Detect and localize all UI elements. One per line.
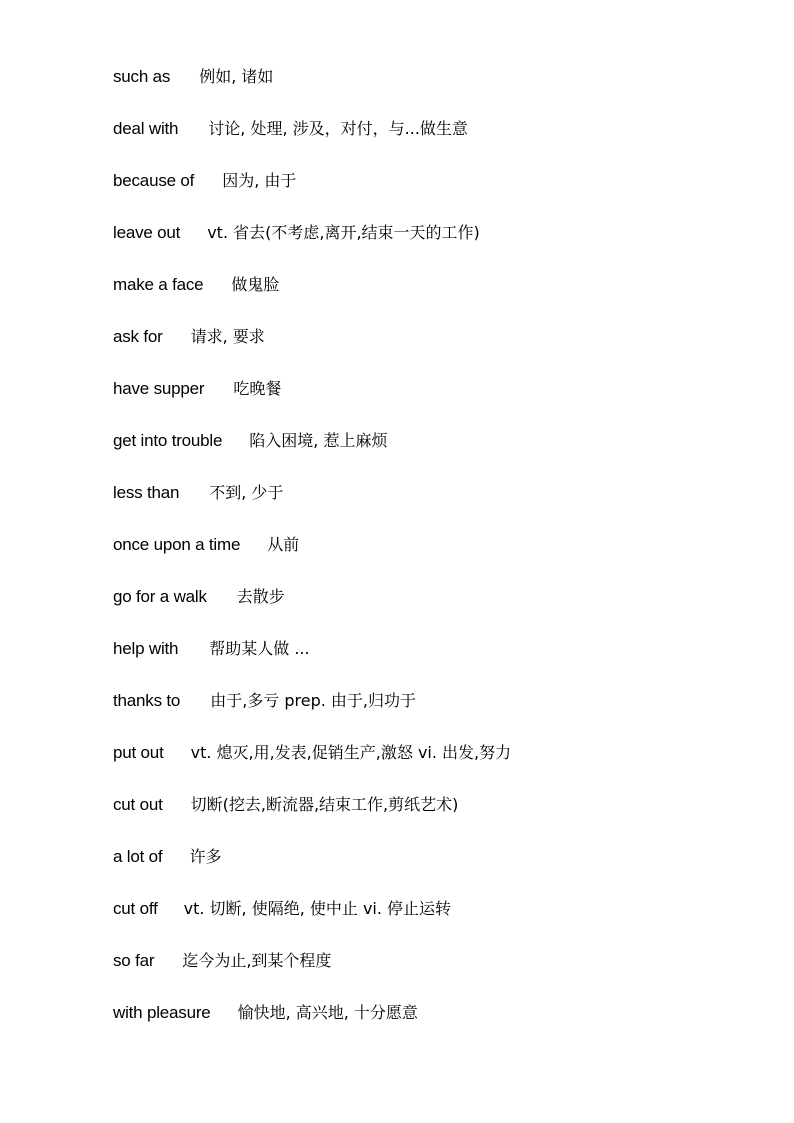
list-item <box>113 688 753 740</box>
list-item <box>113 896 753 948</box>
list-item <box>113 220 753 272</box>
phrase-text: get into trouble <box>113 431 223 450</box>
meaning-text: 陷入困境, 惹上麻烦 <box>249 431 388 450</box>
list-item <box>113 116 753 168</box>
meaning-text: 吃晚餐 <box>233 379 282 398</box>
list-item <box>113 532 753 584</box>
phrase-text: ask for <box>113 327 163 346</box>
list-item <box>113 1000 753 1052</box>
meaning-text: 帮助某人做 ... <box>209 639 310 658</box>
meaning-text: 迄今为止,到某个程度 <box>182 951 332 970</box>
phrase-text: help with <box>113 639 179 658</box>
meaning-text: 去散步 <box>236 587 285 606</box>
phrase-text: such as <box>113 67 171 86</box>
meaning-text: 切断(挖去,断流器,结束工作,剪纸艺术) <box>190 795 459 814</box>
list-item <box>113 376 753 428</box>
phrase-text: cut out <box>113 795 163 814</box>
list-item <box>113 272 753 324</box>
phrase-text: once upon a time <box>113 535 241 554</box>
list-item <box>113 324 753 376</box>
meaning-text: 讨论, 处理, 涉及，对付，与...做生意 <box>208 119 468 138</box>
phrase-text: a lot of <box>113 847 163 866</box>
meaning-text: 愉快地, 高兴地, 十分愿意 <box>237 1003 418 1022</box>
meaning-text: 不到, 少于 <box>209 483 284 502</box>
phrase-text: with pleasure <box>113 1003 211 1022</box>
phrase-text: thanks to <box>113 691 181 710</box>
phrase-text: cut off <box>113 899 158 918</box>
list-item <box>113 168 753 220</box>
list-item <box>113 428 753 480</box>
phrase-text: make a face <box>113 275 204 294</box>
meaning-text: 因为, 由于 <box>222 171 297 190</box>
list-item <box>113 584 753 636</box>
phrase-text: less than <box>113 483 180 502</box>
meaning-text: 做鬼脸 <box>231 275 280 294</box>
meaning-text: 许多 <box>189 847 222 866</box>
list-item <box>113 740 753 792</box>
phrase-text: have supper <box>113 379 205 398</box>
phrase-text: go for a walk <box>113 587 207 606</box>
phrase-text: so far <box>113 951 155 970</box>
phrase-text: because of <box>113 171 195 190</box>
list-item <box>113 844 753 896</box>
meaning-text: 请求, 要求 <box>190 327 265 346</box>
meaning-text: vt. 切断, 使隔绝, 使中止 vi. 停止运转 <box>183 899 452 918</box>
phrase-text: leave out <box>113 223 181 242</box>
meaning-text: 由于,多亏 prep. 由于,归功于 <box>210 691 417 710</box>
list-item <box>113 64 753 116</box>
meaning-text: vt. 熄灭,用,发表,促销生产,激怒 vi. 出发,努力 <box>190 743 512 762</box>
meaning-text: 从前 <box>267 535 300 554</box>
meaning-text: vt. 省去(不考虑,离开,结束一天的工作) <box>207 223 480 242</box>
phrase-list <box>113 64 753 1052</box>
list-item <box>113 480 753 532</box>
list-item <box>113 636 753 688</box>
phrase-text: put out <box>113 743 164 762</box>
meaning-text: 例如, 诸如 <box>199 67 274 86</box>
list-item <box>113 792 753 844</box>
phrase-text: deal with <box>113 119 179 138</box>
list-item <box>113 948 753 1000</box>
